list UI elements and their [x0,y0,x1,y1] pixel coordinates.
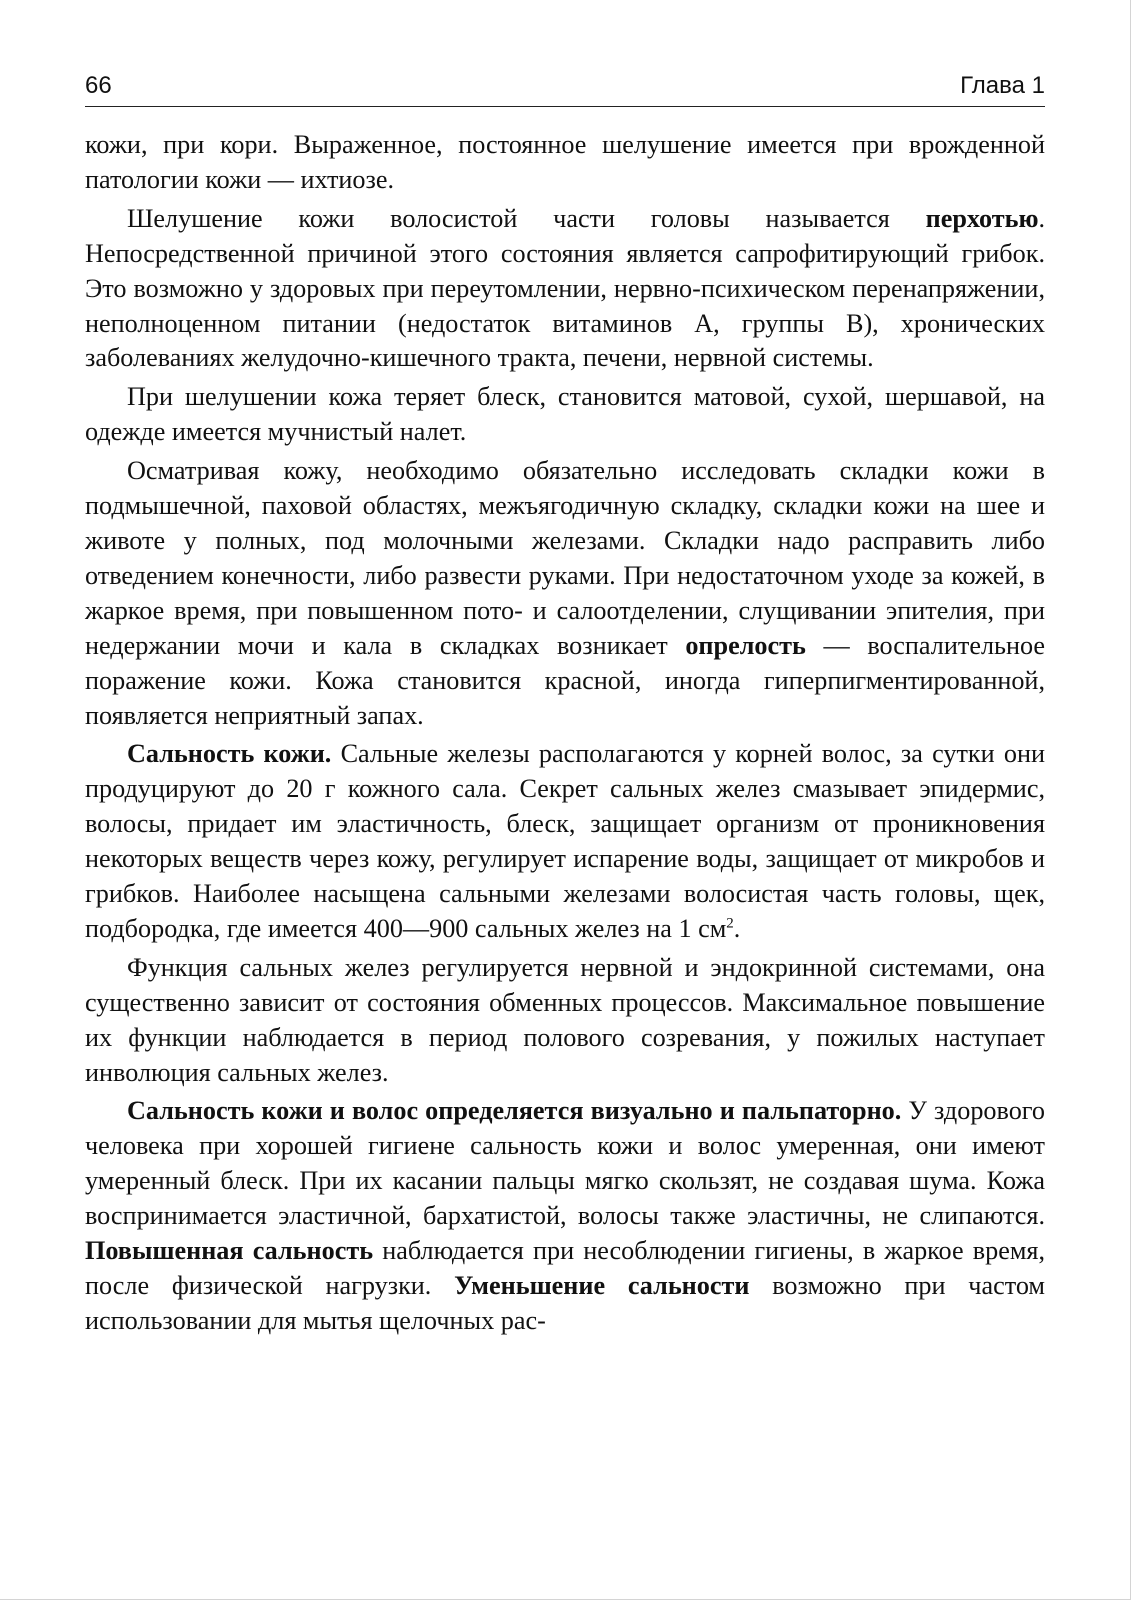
paragraph: Сальность кожи и волос определяется визуально и пальпаторно. У здорового человека при хорошей гигиене сальность кожи и волос умеренная, они имеют умеренный блеск. При их касании пальцы мягко скользят, не создавая шума. Кожа воспринимается эластичной, бархатистой, волосы также эластичны, не слипаются. Повышенная сальность наблюдается при несоблюдении гигиены, в жаркое время, после физической нагрузки. Уменьшение сальности возможно при частом использовании для мытья щелочных рас- [85,1096,1045,1335]
page-body [85,128,1045,1343]
paragraph: Сальность кожи. Сальные железы располагаются у корней волос, за сутки они продуцируют до 20 г кожного сала. Секрет сальных желез смазывает эпидермис, волосы, придает им эластичность, блеск, защищает организм от проникновения некоторых веществ через кожу, регулирует испарение воды, защищает от микробов и грибков. Наиболее насыщена сальными железами волосистая часть головы, щек, подбородка, где имеется 400—900 сальных желез на 1 $см^2$. [85,739,1045,943]
term-dandruff: перхотью [925,203,1039,233]
paragraph: Функция сальных желез регулируется нервной и эндокринной системами, она существенно зависит от состояния обменных процессов. Максимальное повышение их функции наблюдается в период полового созревания, у пожилых наступает инволюция сальных желез. [85,952,1045,1087]
superscript: 2 [726,915,734,932]
term-increased-oiliness: Повышенная сальность [85,1236,374,1266]
running-header [85,70,1045,107]
term-decreased-oiliness: Уменьшение сальности [454,1271,750,1300]
paragraph: Шелушение кожи волосистой части головы называется перхотью. Непосредственной причиной этого состояния является сапрофитирующий грибок. Это возможно у здоровых при переутомлении, нервно-психическом перенапряжении, неполноценном питании (недостаток витаминов А, группы В), хронических заболеваниях желудочно-кишечного тракта, печени, нервной системы. [85,203,1045,373]
term-intertrigo: опрелость [685,630,806,660]
paragraph: При шелушении кожа теряет блеск, становится матовой, сухой, шершавой, на одежде имеется мучнистый налет. [85,382,1045,447]
paragraph: кожи, при кори. Выраженное, постоянное шелушение имеется при врожденной патологии кожи — ихтиозе. [85,130,1045,194]
page-number: 66 [85,72,112,99]
paragraph: Осматривая кожу, необходимо обязательно исследовать складки кожи в подмышечной, паховой областях, межъягодичную складку, складки кожи на шее и животе у полных, под молочными железами. Складки надо расправить либо отведением конечности, либо развести руками. При недостаточном уходе за кожей, в жаркое время, при повышенном пото- и салоотделении, слущивании эпителия, при недержании мочи и кала в складках возникает опрелость — воспалительное поражение кожи. Кожа становится красной, иногда гиперпигментированной, появляется неприятный запах. [85,456,1046,730]
chapter-title: Глава 1 [960,72,1045,99]
term-oiliness-assessment: Сальность кожи и волос определяется визуально и пальпаторно. [127,1096,902,1126]
term-skin-oiliness: Сальность кожи. [127,739,332,769]
